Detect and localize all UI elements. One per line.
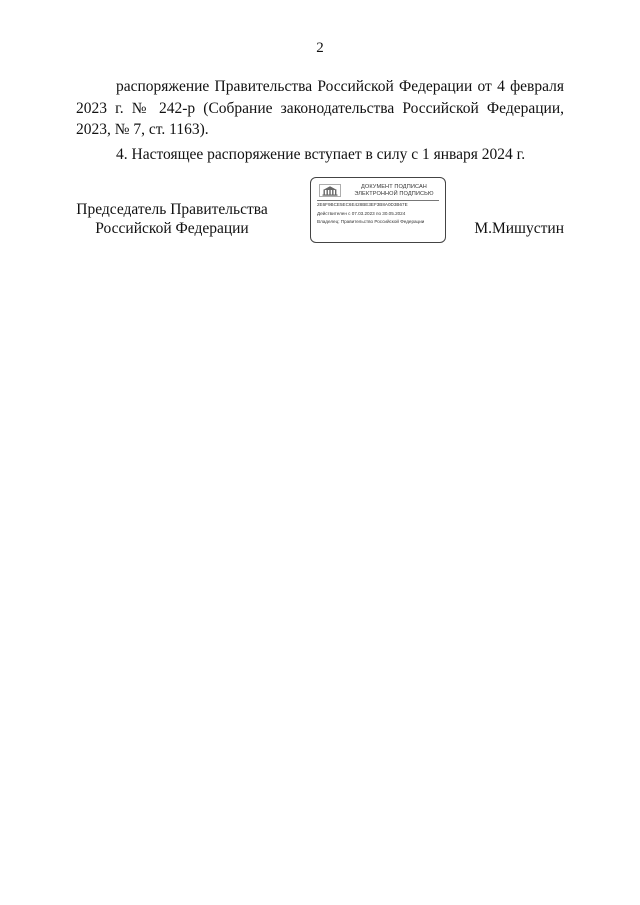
signatory-position [76,200,268,238]
government-building-icon [319,184,341,197]
signatory-position-line2: Российской Федерации [95,220,249,237]
signer-name: М.Мишустин [474,220,564,237]
paragraph-continued: распоряжение Правительства Российской Федерации от 4 февраля 2023 г. № 242-р (Собрание законодательства Российской Федерации, 2023, № 7, ст. 1163). [76,78,564,138]
paragraph-4: 4. Настоящее распоряжение вступает в силу с 1 января 2024 г. [116,145,526,163]
stamp-divider [317,200,439,201]
page-number: 2 [316,40,324,56]
stamp-title-line1: ДОКУМЕНТ ПОДПИСАН [361,184,427,190]
stamp-owner: Владелец: Правительство Российской Федерации [317,219,425,224]
signatory-position-line1: Председатель Правительства [76,201,268,218]
electronic-signature-stamp [310,177,446,243]
stamp-validity-period: Действителен с 07.03.2023 по 30.05.2024 [317,211,406,216]
stamp-title-line2: ЭЛЕКТРОННОЙ ПОДПИСЬЮ [354,191,434,197]
stamp-certificate-number: 2E6F9BCE5EC6E428BE3EF3B8A0D3B67E [317,202,408,207]
document-body [76,76,564,165]
stamp-title [344,184,444,198]
